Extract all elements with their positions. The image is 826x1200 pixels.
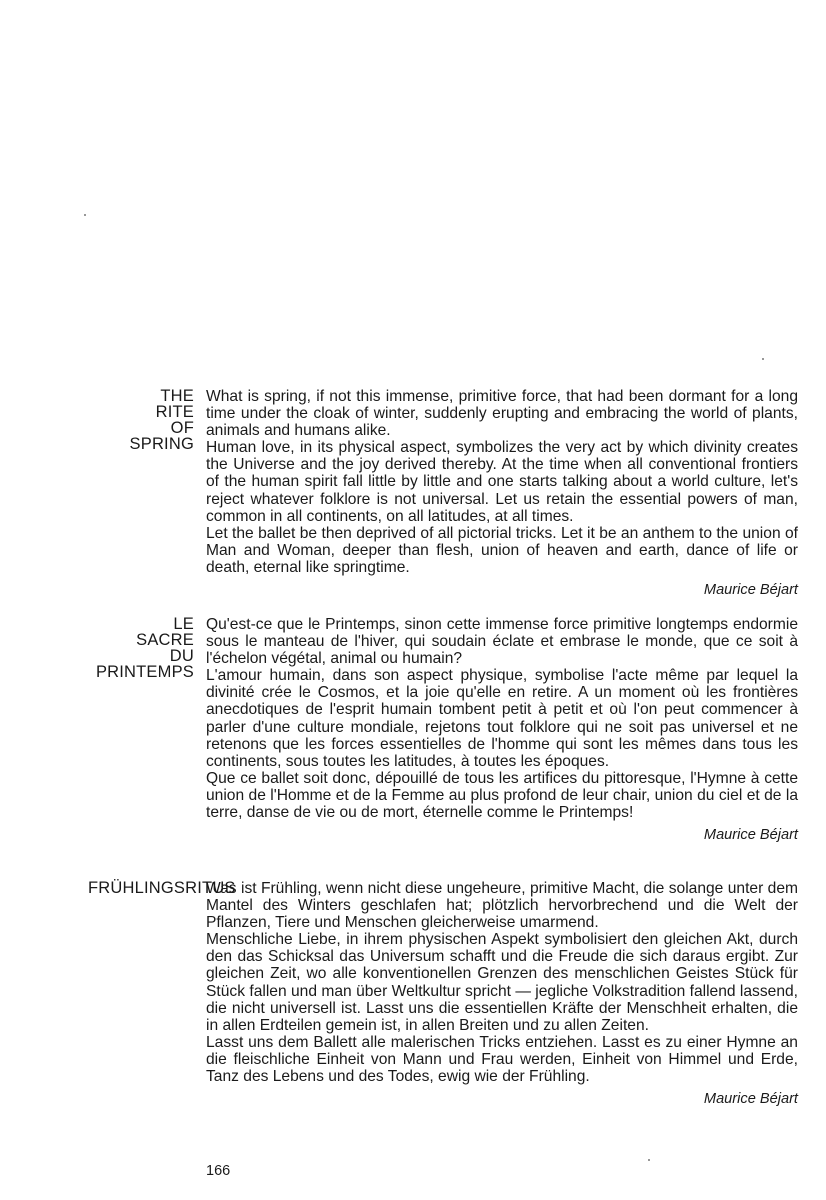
heading-line: PRINTEMPS [95,663,194,681]
section-body [206,880,798,1108]
page-number: 166 [206,1163,231,1179]
signature: Maurice Béjart [703,1091,798,1108]
heading-line: SPRING [129,435,194,453]
heading-line: OF [170,419,194,437]
section-heading [60,616,194,680]
signature: Maurice Béjart [703,582,798,599]
signature: Maurice Béjart [703,827,798,844]
heading-line: DU [169,647,194,665]
heading-line: SACRE [136,631,194,649]
paragraph: Menschliche Liebe, in ihrem physischen Aspekt symbolisiert den gleichen Akt, durch den das Schicksal das Universum schafft und die Freude die sich daraus ergibt. Zur gleichen Zeit, wo alle konventionellen Grenzen des menschlichen Geistes Stück für Stück fallen und man über Weltkultur spricht — jegliche Volkstradition fallend lassend, die nicht universell ist. Lasst uns die essentiellen Kräfte der Menschheit erhalten, die in allen Erdteilen gemein ist, in allen Breiten und zu allen Zeiten. [206,931,798,1034]
scan-speck [648,1159,650,1161]
paragraph: Let the ballet be then deprived of all pictorial tricks. Let it be an anthem to the union of Man and Woman, deeper than flesh, union of heaven and earth, dance of life or death, eternal like springtime. [206,524,798,576]
heading-line: LE [173,615,194,633]
section-body [206,388,798,599]
heading-line: THE [160,387,194,405]
paragraph: Que ce ballet soit donc, dépouillé de tous les artifices du pittoresque, l'Hymne à cette union de l'Homme et de la Femme au plus profond de leur chair, union du ciel et de la terre, danse de vie ou de mort, éternelle comme le Printemps! [206,769,798,822]
section-heading [88,879,236,897]
paragraph: Was ist Frühling, wenn nicht diese ungeheure, primitive Macht, die solange unter dem Mantel des Winters geschlafen hat; plötzlich hervorbrechend und die Welt der Pflanzen, Tiere und Menschen gleicherweise umarmend. [206,880,798,932]
section-body [206,616,798,844]
paragraph: L'amour humain, dans son aspect physique, symbolise l'acte même par lequel la divinité crée le Cosmos, et la joie qu'elle en retire. A un moment où les frontières anecdotiques de l'esprit humain tombent petit à petit et où l'on peut commencer à parler d'une culture mondiale, rejetons tout folklore qui ne soit pas universel et ne retenons que les forces essentielles de l'homme qui sont les mêmes dans tous les continents, sous toutes les latitudes, à toutes les époques. [206,667,798,770]
paragraph: Lasst uns dem Ballett alle malerischen Tricks entziehen. Lasst es zu einer Hymne an die fleischliche Einheit von Mann und Frau werden, Einheit von Himmel und Erde, Tanz des Lebens und des Todes, ewig wie der Frühling. [206,1033,798,1086]
paragraph: Qu'est-ce que le Printemps, sinon cette immense force primitive longtemps endormie sous le manteau de l'hiver, qui soudain éclate et embrase le monde, que ce soit à l'échelon végétal, animal ou humain? [206,616,798,668]
heading-line: FRÜHLINGSRITUS [88,879,236,897]
section-heading [60,388,194,452]
heading-line: RITE [155,403,194,421]
paragraph: Human love, in its physical aspect, symbolizes the very act by which divinity creates the Universe and the joy derived thereby. At the time when all conventional frontiers of the human spirit fall little by little and one starts talking about a world culture, let's reject whatever folklore is not universal. Let us retain the essential powers of man, common in all continents, on all latitudes, at all times. [206,439,798,525]
scan-speck [84,214,86,216]
scan-speck [762,358,764,360]
paragraph: What is spring, if not this immense, primitive force, that had been dormant for a long time under the cloak of winter, suddenly erupting and embracing the world of plants, animals and humans alike. [206,388,798,440]
